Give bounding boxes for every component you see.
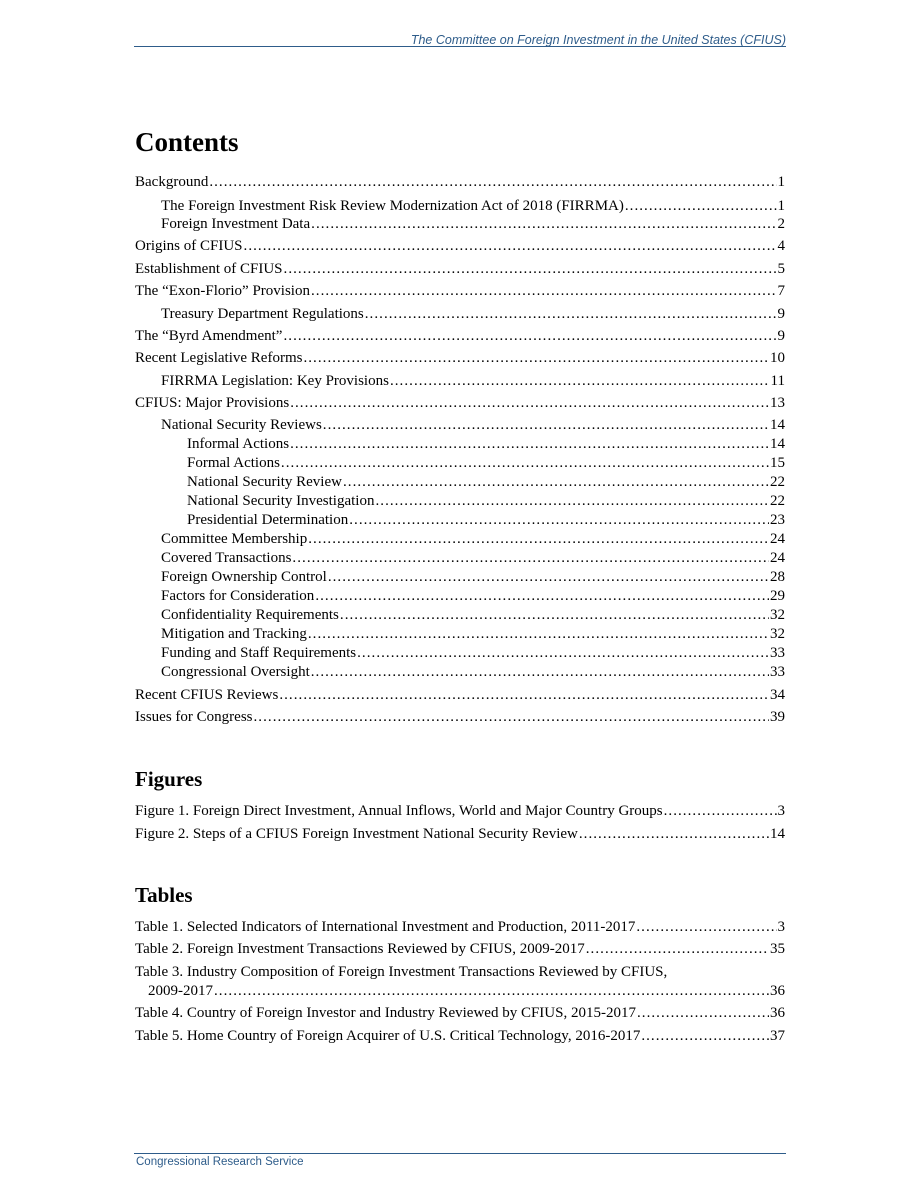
toc-entry-title: National Security Investigation <box>187 493 375 509</box>
table-entry-title: Table 2. Foreign Investment Transactions Reviewed by CFIUS, 2009-2017 <box>135 941 585 957</box>
toc-entry-title: Funding and Staff Requirements <box>161 645 357 661</box>
toc-entry[interactable] <box>161 625 785 644</box>
toc-entry[interactable] <box>135 349 785 368</box>
toc-entry[interactable] <box>187 511 785 530</box>
toc-entry-page: 29 <box>770 588 785 604</box>
figure-entry-title: Figure 1. Foreign Direct Investment, Annual Inflows, World and Major Country Groups <box>135 803 663 819</box>
toc-entry-title: Committee Membership <box>161 531 308 547</box>
toc-entry[interactable] <box>161 197 785 216</box>
toc-entry[interactable] <box>161 568 785 587</box>
toc-entry-title: Formal Actions <box>187 455 280 471</box>
toc-entry-page: 33 <box>770 664 785 680</box>
toc-entry[interactable] <box>187 473 785 492</box>
table-entry-page: 37 <box>770 1028 785 1044</box>
table-entry-title: Table 5. Home Country of Foreign Acquirer of U.S. Critical Technology, 2016-2017 <box>135 1028 641 1044</box>
toc-entry-title: Recent Legislative Reforms <box>135 350 303 366</box>
table-entry[interactable] <box>135 940 785 959</box>
table-entry-page: 36 <box>770 983 785 999</box>
figure-entry-page: 3 <box>777 803 785 819</box>
toc-entry[interactable] <box>161 416 785 435</box>
table-entry[interactable] <box>135 1027 785 1046</box>
table-entry-page: 36 <box>770 1005 785 1021</box>
toc-entry-title: Origins of CFIUS <box>135 238 243 254</box>
toc-entry-page: 14 <box>770 417 785 433</box>
toc-entry[interactable] <box>135 282 785 301</box>
toc-entry[interactable] <box>161 606 785 625</box>
table-entry-title: Table 1. Selected Indicators of International Investment and Production, 2011-2017 <box>135 919 636 935</box>
toc-entry[interactable] <box>161 530 785 549</box>
toc-entry-page: 28 <box>770 569 785 585</box>
toc-entry-page: 24 <box>770 531 785 547</box>
table-entry[interactable] <box>135 1004 785 1023</box>
toc-entry-title: National Security Reviews <box>161 417 322 433</box>
toc-entry[interactable] <box>135 708 785 727</box>
table-entry-title-cont: 2009-2017 <box>148 983 213 999</box>
table-entry-title: Table 4. Country of Foreign Investor and Industry Reviewed by CFIUS, 2015-2017 <box>135 1005 636 1021</box>
toc-entry-page: 4 <box>777 238 785 254</box>
header-rule <box>134 46 786 47</box>
toc-entry[interactable] <box>161 372 785 391</box>
footer-rule <box>134 1153 786 1154</box>
toc-entry-page: 14 <box>770 436 785 452</box>
toc-entry-title: Confidentiality Requirements <box>161 607 339 623</box>
toc-entry-page: 9 <box>777 328 785 344</box>
toc-entry-page: 5 <box>777 261 785 277</box>
toc-entry[interactable] <box>135 237 785 256</box>
toc-entry-page: 23 <box>770 512 785 528</box>
toc-entry[interactable] <box>161 215 785 234</box>
toc-entry-title: Background <box>135 174 209 190</box>
toc-entry-title: Treasury Department Regulations <box>161 306 364 322</box>
toc-entry-title: FIRRMA Legislation: Key Provisions <box>161 373 389 389</box>
toc-entry-title: Foreign Ownership Control <box>161 569 327 585</box>
running-footer: Congressional Research Service <box>136 1156 304 1168</box>
toc-entry[interactable] <box>161 644 785 663</box>
table-entry-page: 3 <box>777 919 785 935</box>
toc-entry[interactable] <box>135 327 785 346</box>
toc-entry-page: 39 <box>770 709 785 725</box>
toc-entry[interactable] <box>187 454 785 473</box>
toc-entry-title: Factors for Consideration <box>161 588 315 604</box>
toc-entry[interactable] <box>135 394 785 413</box>
toc-entry-page: 7 <box>777 283 785 299</box>
table-entry[interactable] <box>135 963 785 1001</box>
toc-entry-page: 32 <box>770 626 785 642</box>
toc-entry-page: 33 <box>770 645 785 661</box>
table-entry[interactable] <box>135 918 785 937</box>
toc-entry-title: Mitigation and Tracking <box>161 626 307 642</box>
toc-entry[interactable] <box>135 686 785 705</box>
toc-entry-title: Informal Actions <box>187 436 290 452</box>
tables-heading: Tables <box>135 883 193 907</box>
table-entry-page: 35 <box>770 941 785 957</box>
figure-entry-page: 14 <box>770 826 785 842</box>
figure-entry[interactable] <box>135 802 785 821</box>
toc-entry-title: The “Exon-Florio” Provision <box>135 283 310 299</box>
toc-entry-page: 9 <box>777 306 785 322</box>
figure-entry[interactable] <box>135 825 785 844</box>
toc-entry-page: 34 <box>770 687 785 703</box>
toc-entry-page: 32 <box>770 607 785 623</box>
toc-entry[interactable] <box>187 492 785 511</box>
toc-entry-page: 15 <box>770 455 785 471</box>
toc-entry[interactable] <box>161 549 785 568</box>
figures-heading: Figures <box>135 767 203 791</box>
toc-entry[interactable] <box>161 663 785 682</box>
running-header: The Committee on Foreign Investment in the United States (CFIUS) <box>410 33 786 47</box>
toc-entry[interactable] <box>135 173 785 192</box>
toc-entry-page: 10 <box>770 350 785 366</box>
toc-entry-title: Establishment of CFIUS <box>135 261 283 277</box>
toc-entry-page: 22 <box>770 493 785 509</box>
toc-entry-title: Issues for Congress <box>135 709 253 725</box>
figure-entry-title: Figure 2. Steps of a CFIUS Foreign Investment National Security Review <box>135 826 578 842</box>
toc-entry-page: 2 <box>777 216 785 232</box>
toc-entry[interactable] <box>135 260 785 279</box>
toc-entry-page: 13 <box>770 395 785 411</box>
toc-entry-title: National Security Review <box>187 474 342 490</box>
toc-entry-title: The Foreign Investment Risk Review Modernization Act of 2018 (FIRRMA) <box>161 198 624 214</box>
toc-entry[interactable] <box>161 305 785 324</box>
toc-entry-page: 24 <box>770 550 785 566</box>
toc-entry[interactable] <box>161 587 785 606</box>
toc-entry-title: Foreign Investment Data <box>161 216 311 232</box>
toc-entry-title: Recent CFIUS Reviews <box>135 687 279 703</box>
toc-entry-page: 1 <box>777 174 785 190</box>
toc-entry-title: The “Byrd Amendment” <box>135 328 283 344</box>
toc-entry-page: 1 <box>777 198 785 214</box>
toc-entry-title: Congressional Oversight <box>161 664 310 680</box>
toc-entry-title: CFIUS: Major Provisions <box>135 395 290 411</box>
toc-entry-title: Covered Transactions <box>161 550 292 566</box>
toc-entry[interactable] <box>187 435 785 454</box>
contents-heading: Contents <box>135 127 239 157</box>
table-entry-title: Table 3. Industry Composition of Foreign Investment Transactions Reviewed by CFIUS, <box>135 964 668 980</box>
toc-entry-page: 22 <box>770 474 785 490</box>
toc-entry-title: Presidential Determination <box>187 512 349 528</box>
toc-entry-page: 11 <box>770 373 785 389</box>
